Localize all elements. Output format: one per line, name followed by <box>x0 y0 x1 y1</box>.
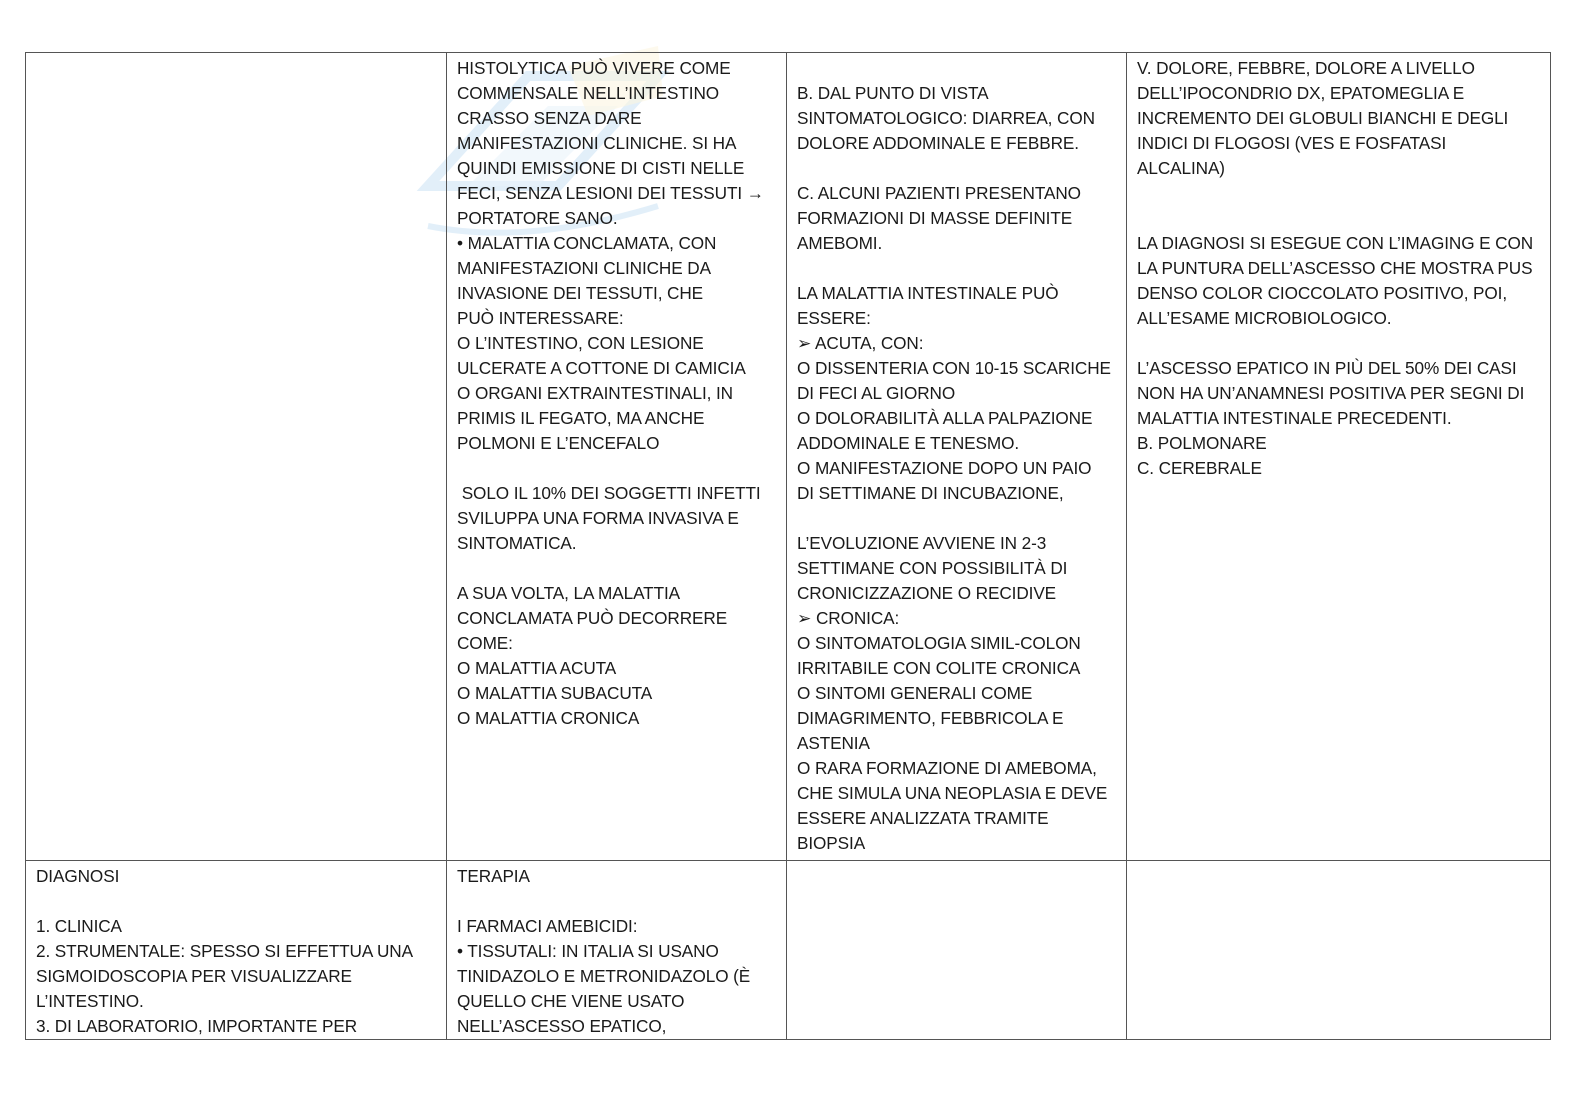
table-cell <box>1127 861 1551 1040</box>
table-cell <box>447 53 787 861</box>
cell-text: DIAGNOSI 1. CLINICA 2. STRUMENTALE: SPESSO SI EFFETTUA UNA SIGMOIDOSCOPIA PER VISUALIZZARE L’INTESTINO. 3. DI LABORATORIO, IMPORTANTE PER <box>36 866 413 1036</box>
table-cell <box>787 861 1127 1040</box>
content-table <box>25 52 1551 1040</box>
cell-text: V. DOLORE, FEBBRE, DOLORE A LIVELLO DELL’IPOCONDRIO DX, EPATOMEGLIA E INCREMENTO DEI GLOBULI BIANCHI E DEGLI INDICI DI FLOGOSI (VES E FOSFATASI ALCALINA) LA DIAGNOSI SI ESEGUE CON L’IMAGING E CON LA PUNTURA DELL’ASCESSO CHE MOSTRA PUS DENSO COLOR CIOCCOLATO POSITIVO, POI, ALL’ESAME MICROBIOLOGICO. L’ASCESSO EPATICO IN PIÙ DEL 50% DEI CASI NON HA UN’ANAMNESI POSITIVA PER SEGNI DI MALATTIA INTESTINALE PRECEDENTI. B. POLMONARE C. CEREBRALE <box>1137 58 1534 478</box>
cell-text: HISTOLYTICA PUÒ VIVERE COME COMMENSALE NELL’INTESTINO CRASSO SENZA DARE MANIFESTAZIONI CLINICHE. SI HA QUINDI EMISSIONE DI CISTI NELLE FECI, SENZA LESIONI DEI TESSUTI → PORTATORE SANO. • MALATTIA CONCLAMATA, CON MANIFESTAZIONI CLINICHE DA INVASIONE DEI TESSUTI, CHE PUÒ INTERESSARE: O L’INTESTINO, CON LESIONE ULCERATE A COTTONE DI CAMICIA O ORGANI EXTRAINTESTINALI, IN PRIMIS IL FEGATO, MA ANCHE POLMONI E L’ENCEFALO SOLO IL 10% DEI SOGGETTI INFETTI SVILUPPA UNA FORMA INVASIVA E SINTOMATICA. A SUA VOLTA, LA MALATTIA CONCLAMATA PUÒ DECORRERE COME: O MALATTIA ACUTA O MALATTIA SUBACUTA O MALATTIA CRONICA <box>457 58 764 728</box>
table-cell <box>26 53 447 861</box>
table-cell <box>787 53 1127 861</box>
table-cell <box>26 861 447 1040</box>
table-row <box>26 861 1551 1040</box>
cell-text: B. DAL PUNTO DI VISTA SINTOMATOLOGICO: DIARREA, CON DOLORE ADDOMINALE E FEBBRE. C. ALCUNI PAZIENTI PRESENTANO FORMAZIONI DI MASSE DEFINITE AMEBOMI. LA MALATTIA INTESTINALE PUÒ ESSERE: ➢ ACUTA, CON: O DISSENTERIA CON 10-15 SCARICHE DI FECI AL GIORNO O DOLORABILITÀ ALLA PALPAZIONE ADDOMINALE E TENESMO. O MANIFESTAZIONE DOPO UN PAIO DI SETTIMANE DI INCUBAZIONE, L’EVOLUZIONE AVVIENE IN 2-3 SETTIMANE CON POSSIBILITÀ DI CRONICIZZAZIONE O RECIDIVE ➢ CRONICA: O SINTOMATOLOGIA SIMIL-COLON IRRITABILE CON COLITE CRONICA O SINTOMI GENERALI COME DIMAGRIMENTO, FEBBRICOLA E ASTENIA O RARA FORMAZIONE DI AMEBOMA, CHE SIMULA UNA NEOPLASIA E DEVE ESSERE ANALIZZATA TRAMITE BIOPSIA <box>797 83 1111 853</box>
table-row <box>26 53 1551 861</box>
table-cell <box>447 861 787 1040</box>
cell-text: TERAPIA I FARMACI AMEBICIDI: • TISSUTALI: IN ITALIA SI USANO TINIDAZOLO E METRONIDAZOLO (È QUELLO CHE VIENE USATO NELL’ASCESSO EPATICO, <box>457 866 751 1036</box>
table-cell <box>1127 53 1551 861</box>
